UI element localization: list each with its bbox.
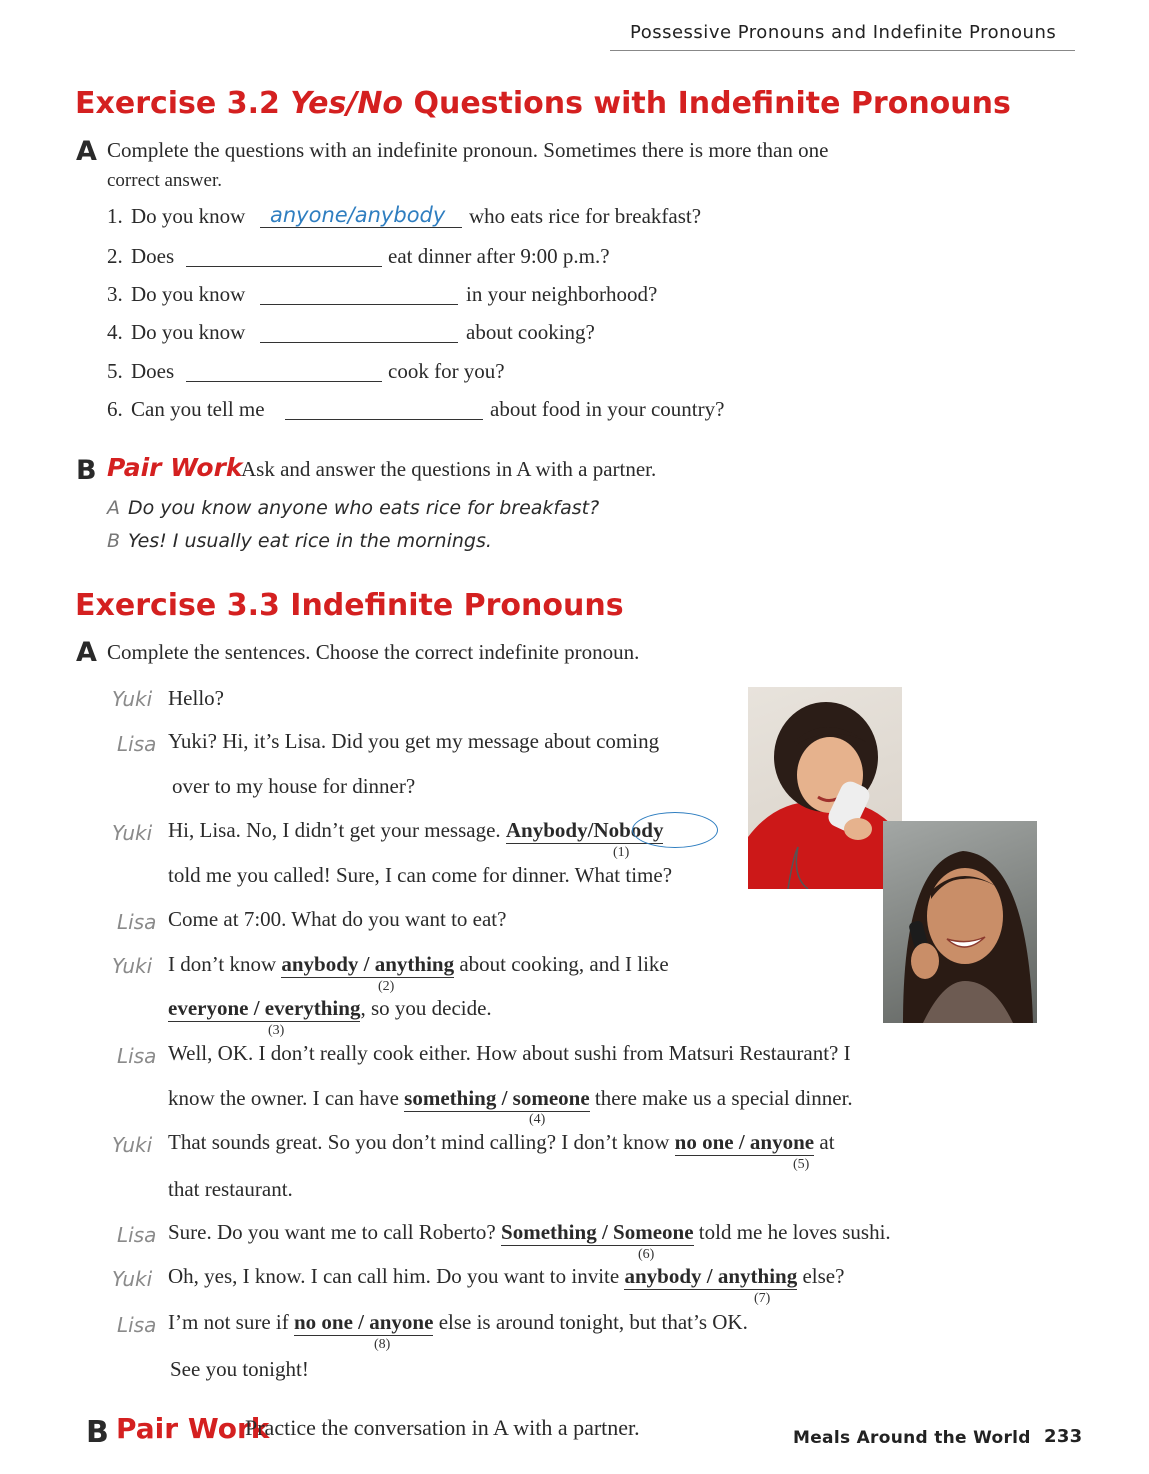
- line-10a-text: I’m not sure if: [168, 1310, 289, 1334]
- choice-1-separator: /: [587, 818, 594, 842]
- dialogue-line-3a: [168, 818, 663, 843]
- item-4-pre: Do you know: [131, 320, 246, 344]
- footer-unit-title: Meals Around the World: [793, 1428, 1031, 1448]
- choice-1-option-b[interactable]: Nobody: [593, 818, 664, 842]
- instruction-line-2: correct answer.: [107, 170, 222, 191]
- choice-6[interactable]: Something / Someone: [501, 1220, 694, 1244]
- woman-phone-photo-2: [883, 821, 1037, 1023]
- dialogue-line-7a: [168, 1130, 835, 1155]
- blank-number-5: (5): [793, 1157, 810, 1172]
- pair-work-instruction: Ask and answer the questions in A with a partner.: [241, 457, 657, 481]
- title-suffix: Questions with Indefinite Pronouns: [403, 86, 1011, 121]
- model-line-a: [107, 497, 599, 519]
- exercise-3-2-title: [75, 86, 1011, 121]
- instruction-line-1: Complete the questions with an indefinite pronoun. Sometimes there is more than one: [107, 138, 829, 162]
- dialogue-line-8: [168, 1220, 891, 1245]
- line-8b-text: told me he loves sushi.: [698, 1220, 891, 1244]
- speaker-yuki: Yuki: [112, 1267, 153, 1291]
- blank-number-1: (1): [613, 845, 630, 860]
- speaker-lisa: Lisa: [117, 1044, 157, 1068]
- line-5c-text: , so you decide.: [360, 996, 492, 1020]
- blank-number-2: (2): [378, 979, 395, 994]
- blank-number-7: (7): [754, 1291, 771, 1306]
- item-1-answer: anyone/anybody: [270, 203, 446, 227]
- speaker-yuki: Yuki: [112, 954, 153, 978]
- dialogue-line-5c: [168, 996, 492, 1021]
- item-3-blank[interactable]: [260, 304, 458, 305]
- item-2-post: eat dinner after 9:00 p.m.?: [388, 244, 610, 268]
- item-6-pre: Can you tell me: [131, 397, 265, 421]
- dialogue-line-6a: Well, OK. I don’t really cook either. How about sushi from Matsuri Restaurant? I: [168, 1041, 851, 1065]
- line-5b-text: about cooking, and I like: [459, 952, 669, 976]
- blank-number-6: (6): [638, 1247, 655, 1262]
- line-5a-text: I don’t know: [168, 952, 277, 976]
- choice-2[interactable]: anybody / anything: [281, 952, 455, 976]
- item-1-pre: Do you know: [131, 204, 246, 228]
- line-3a-text: Hi, Lisa. No, I didn’t get your message.: [168, 818, 501, 842]
- choice-5[interactable]: no one / anyone: [674, 1130, 815, 1154]
- title-prefix: Exercise 3.2: [75, 86, 291, 121]
- item-4-number: 4.: [107, 320, 123, 344]
- item-3-number: 3.: [107, 282, 123, 306]
- line-6c-text: there make us a special dinner.: [594, 1086, 853, 1110]
- dialogue-line-10: [168, 1310, 748, 1335]
- speaker-lisa: Lisa: [117, 1313, 157, 1337]
- line-8a-text: Sure. Do you want me to call Roberto?: [168, 1220, 496, 1244]
- choice-3[interactable]: everyone / everything: [168, 996, 361, 1020]
- line-10b-text: else is around tonight, but that’s OK.: [438, 1310, 748, 1334]
- item-5-pre: Does: [131, 359, 175, 383]
- choice-7[interactable]: anybody / anything: [624, 1264, 798, 1288]
- item-6-post: about food in your country?: [490, 397, 725, 421]
- blank-number-8: (8): [374, 1337, 391, 1352]
- section-a-letter: A: [76, 136, 97, 167]
- instruction-3-3: Complete the sentences. Choose the correct indefinite pronoun.: [107, 640, 640, 664]
- item-3-post: in your neighborhood?: [466, 282, 658, 306]
- speaker-lisa: Lisa: [117, 732, 157, 756]
- model-text-b: Yes! I usually eat rice in the mornings.: [128, 530, 492, 552]
- item-2-blank[interactable]: [186, 266, 382, 267]
- header-rule: [610, 50, 1075, 51]
- dialogue-line-6b: [168, 1086, 853, 1111]
- item-5-number: 5.: [107, 359, 123, 383]
- running-head: Possessive Pronouns and Indefinite Pronouns: [630, 22, 1057, 43]
- item-4-blank[interactable]: [260, 342, 458, 343]
- section-a-letter-3-3: A: [76, 637, 97, 668]
- item-5-post: cook for you?: [388, 359, 505, 383]
- item-2-number: 2.: [107, 244, 123, 268]
- line-7a-text: That sounds great. So you don’t mind calling? I don’t know: [168, 1130, 670, 1154]
- item-6-blank[interactable]: [285, 419, 483, 420]
- line-6b-text: know the owner. I can have: [168, 1086, 399, 1110]
- pair-work-label-3-3: Pair Work: [116, 1412, 270, 1445]
- dialogue-line-4: Come at 7:00. What do you want to eat?: [168, 907, 507, 931]
- choice-1-option-a[interactable]: Anybody: [505, 818, 588, 842]
- page-number: 233: [1044, 1426, 1083, 1447]
- pair-work-label: Pair Work: [107, 453, 243, 482]
- item-4-post: about cooking?: [466, 320, 595, 344]
- section-b-letter-3-3: B: [86, 1415, 109, 1450]
- woman-phone-photo-1: [748, 687, 902, 889]
- model-text-a: Do you know anyone who eats rice for breakfast?: [128, 497, 600, 519]
- item-1-post: who eats rice for breakfast?: [469, 204, 702, 228]
- choice-4[interactable]: something / someone: [404, 1086, 590, 1110]
- model-line-b: [107, 530, 492, 552]
- speaker-yuki: Yuki: [112, 821, 153, 845]
- dialogue-line-10c: See you tonight!: [170, 1357, 309, 1381]
- speaker-lisa: Lisa: [117, 1223, 157, 1247]
- dialogue-line-3b: told me you called! Sure, I can come for dinner. What time?: [168, 863, 673, 887]
- dialogue-line-2a: Yuki? Hi, it’s Lisa. Did you get my message about coming: [168, 729, 660, 753]
- dialogue-line-5a: [168, 952, 669, 977]
- section-b-letter: B: [76, 455, 97, 486]
- speaker-yuki: Yuki: [112, 687, 153, 711]
- item-6-number: 6.: [107, 397, 123, 421]
- woman-phone-1-illustration: [748, 687, 902, 889]
- model-speaker-b: B: [107, 530, 121, 552]
- dialogue-line-9: [168, 1264, 844, 1289]
- selection-circle: [632, 812, 718, 848]
- choice-8[interactable]: no one / anyone: [293, 1310, 434, 1334]
- blank-number-3: (3): [268, 1023, 285, 1038]
- dialogue-line-1: Hello?: [168, 686, 224, 710]
- item-1-blank[interactable]: [260, 227, 462, 228]
- model-speaker-a: A: [107, 497, 120, 519]
- line-7b-text: at: [819, 1130, 835, 1154]
- item-5-blank[interactable]: [186, 381, 382, 382]
- dialogue-line-2b: over to my house for dinner?: [172, 774, 416, 798]
- pair-work-instruction-3-3: Practice the conversation in A with a partner.: [245, 1415, 640, 1440]
- line-9b-text: else?: [802, 1264, 845, 1288]
- blank-number-4: (4): [529, 1112, 546, 1127]
- speaker-yuki: Yuki: [112, 1133, 153, 1157]
- item-2-pre: Does: [131, 244, 175, 268]
- dialogue-line-7c: that restaurant.: [168, 1177, 293, 1201]
- woman-phone-2-illustration: [883, 821, 1037, 1023]
- speaker-lisa: Lisa: [117, 910, 157, 934]
- exercise-3-3-title: Exercise 3.3 Indefinite Pronouns: [75, 588, 624, 623]
- item-1-number: 1.: [107, 204, 123, 228]
- title-italic: Yes/No: [290, 86, 404, 121]
- line-9a-text: Oh, yes, I know. I can call him. Do you want to invite: [168, 1264, 620, 1288]
- item-3-pre: Do you know: [131, 282, 246, 306]
